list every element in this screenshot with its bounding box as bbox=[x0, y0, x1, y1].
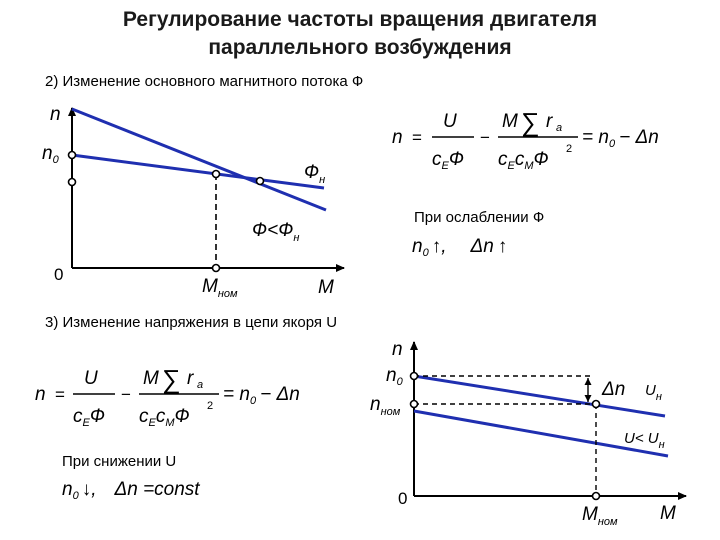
formula2-minus: − bbox=[121, 385, 131, 404]
formula2-denominator-1: $c_EФ$ bbox=[73, 406, 105, 429]
chart1-point-intersection bbox=[257, 178, 264, 185]
slide-title-line-2: параллельного возбуждения bbox=[208, 36, 512, 59]
chart2-point-nnom bbox=[411, 401, 418, 408]
formula2-eq: = bbox=[55, 385, 65, 404]
formula1-denominator-2: $c_Ec_MФ$ bbox=[498, 149, 549, 172]
chart1-label-nominal-flux: $Ф_н$ bbox=[304, 162, 326, 186]
chart1-axis-y-label: n bbox=[50, 104, 61, 125]
chart2-line-nominal-voltage bbox=[414, 376, 665, 416]
chart2-point-n0 bbox=[411, 373, 418, 380]
chart1-point-mnom bbox=[213, 265, 220, 272]
formula1-numerator-u: U bbox=[443, 111, 457, 132]
formula2-a: a bbox=[197, 379, 204, 391]
note2-line-2: $n_0$ ↓, Δn =const bbox=[62, 479, 200, 502]
chart2-n0-label: $n_0$ bbox=[386, 365, 403, 388]
chart2-dn-label: Δn bbox=[602, 379, 626, 400]
formula1-denominator-1: $c_EФ$ bbox=[432, 149, 464, 172]
chart2-point-operating bbox=[593, 401, 600, 408]
formula1-pow: 2 bbox=[566, 143, 573, 155]
chart1-origin-label: 0 bbox=[54, 265, 64, 284]
chart2-origin-label: 0 bbox=[398, 489, 408, 508]
chart2-axis-x-label: M bbox=[660, 503, 676, 524]
formula2-numerator-u: U bbox=[84, 368, 98, 389]
section2-heading: 2) Изменение основного магнитного потока Ф bbox=[45, 73, 364, 90]
chart1-label-weak-flux: $Ф<Ф_н$ bbox=[252, 220, 300, 244]
chart2-label-low-voltage: $U< U_н$ bbox=[624, 430, 665, 451]
note1-line-1: При ослаблении Ф bbox=[414, 209, 545, 226]
formula1-r: r bbox=[546, 111, 553, 132]
formula-2 bbox=[35, 364, 300, 429]
chart2-point-mnom bbox=[593, 493, 600, 500]
note2-line-1: При снижении U bbox=[62, 453, 177, 470]
chart2-nnom-label: $n_{ном}$ bbox=[370, 394, 401, 418]
formula1-n: n bbox=[392, 127, 403, 148]
formula1-numerator-m: M bbox=[502, 111, 518, 132]
chart1-axis-x-label: M bbox=[318, 277, 334, 298]
formula1-eq: = bbox=[412, 128, 422, 147]
slide-title-line-1: Регулирование частоты вращения двигателя bbox=[122, 8, 598, 31]
formula1-rhs: = $n_0 - \Delta n$ bbox=[582, 127, 659, 150]
chart1-point-operating bbox=[213, 171, 220, 178]
formula2-numerator-m: M bbox=[143, 368, 159, 389]
section3-heading: 3) Изменение напряжения в цепи якоря U bbox=[45, 314, 338, 331]
formula1-minus: − bbox=[480, 128, 490, 147]
formula2-denominator-2: $c_Ec_MФ$ bbox=[139, 406, 190, 429]
chart1-point-axis bbox=[69, 179, 76, 186]
chart1-mnom-label: $M_{ном}$ bbox=[202, 276, 238, 300]
formula2-pow: 2 bbox=[207, 400, 214, 412]
chart2-mnom-label: $M_{ном}$ bbox=[582, 504, 618, 528]
formula-1 bbox=[392, 107, 659, 172]
formula1-a: a bbox=[556, 122, 563, 134]
chart1-n0-label: $n_0$ bbox=[42, 143, 59, 166]
formula2-r: r bbox=[187, 368, 194, 389]
chart1-point-n0 bbox=[69, 152, 76, 159]
formula2-sum: ∑ bbox=[162, 364, 181, 394]
formula2-rhs: = $n_0 - \Delta n$ bbox=[223, 384, 300, 407]
formula2-n: n bbox=[35, 384, 46, 405]
formula1-sum: ∑ bbox=[521, 107, 540, 137]
note1-line-2: $n_0$ ↑, Δn ↑ bbox=[412, 236, 508, 259]
chart2-label-nominal-voltage: $U_н$ bbox=[645, 382, 662, 403]
chart2-axis-y-label: n bbox=[392, 339, 403, 360]
